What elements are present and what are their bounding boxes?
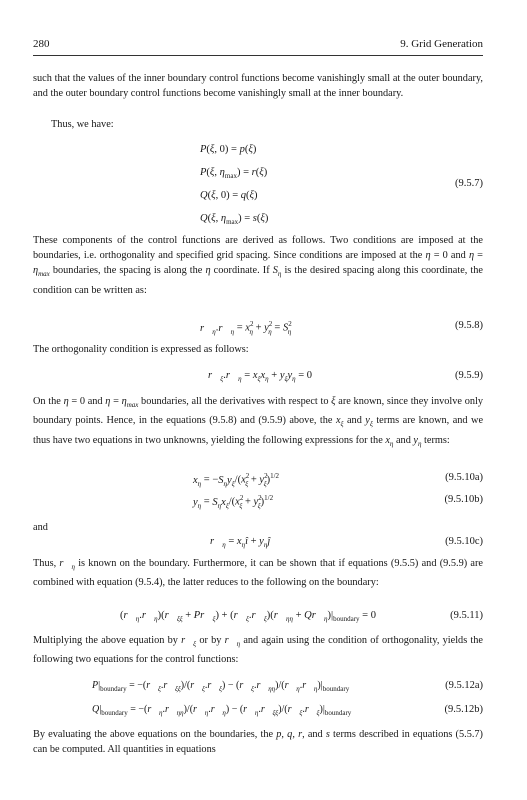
paragraph-control-functions: such that the values of the inner boundary control functions become vanishingly small at the outer boundary, and the outer boundary control functions become vanishingly small at the inner boundary. (33, 73, 483, 100)
equation-9-5-10b: $y_\eta = S_\eta x_\xi/(x^2_\xi + y^2_\xi)^{1/2}$ (193, 494, 274, 510)
paragraph-multiplying: Multiplying the above equation by $r⃗_\xi$ or by $r⃗_\eta$ and again using the condition of orthogonality, yields the following two equations for the control functions: (33, 635, 483, 666)
equation-number-9-5-8: (9.5.8) (455, 320, 483, 331)
paragraph-orthogonality: The orthogonality condition is expressed as follows: (33, 344, 249, 355)
equation-9-5-7-line-1: P(ξ, 0) = p(ξ) (200, 144, 257, 155)
page-number: 280 (33, 38, 50, 50)
paragraph-and: and (33, 522, 48, 533)
equation-9-5-7-line-4: Q(ξ, $\eta_{max}) = s(\xi)$ (200, 213, 269, 227)
equation-9-5-8: $r⃗_\eta.r⃗_\eta = x^2_\eta + y^2_\eta = S^2_\eta$ (200, 320, 292, 336)
chapter-title: 9. Grid Generation (400, 38, 483, 50)
running-header (33, 37, 483, 56)
equation-number-9-5-10a: (9.5.10a) (445, 472, 483, 483)
equation-9-5-12a: $P|_{boundary}$ = $-(r⃗_\xi.r⃗_{\xi\xi})/(r⃗_\xi.r⃗_\xi)$ − $(r⃗_\xi.r⃗_{\eta\eta})/(r⃗_\eta.r⃗_\eta)|_{boundary}$ (92, 680, 350, 693)
equation-9-5-9: $r⃗_\xi.r⃗_\eta = x_\xi x_\eta + y_\xi y_\eta = 0$ (208, 370, 313, 384)
equation-9-5-7-line-3: Q(ξ, 0) = q(ξ) (200, 190, 258, 201)
equation-number-9-5-9: (9.5.9) (455, 370, 483, 381)
paragraph-known-on-boundary: Thus, $r⃗_\eta$ is known on the boundary. Furthermore, it can be shown that if equations (9.5.5) and (9.5.9) are combined with equation (9.5.4), the latter reduces to the following on the boundary: (33, 558, 483, 589)
paragraph-evaluating: By evaluating the above equations on the boundaries, the p, q, r, and s terms described in equations (5.5.7) can be computed. All quantities in equations (33, 729, 483, 756)
equation-9-5-11: $(r⃗_\eta.r⃗_\eta)(r⃗_{\xi\xi}$ + $Pr⃗_\xi$) + $(r⃗_\xi.r⃗_\xi)(r⃗_{\eta\eta}$ + $Qr⃗_\eta)|_{boundary} = 0$ (120, 610, 376, 624)
paragraph-thus-we-have: Thus, we have: (51, 119, 114, 130)
equation-number-9-5-12a: (9.5.12a) (445, 680, 483, 691)
equation-9-5-12b: $Q|_{boundary}$ = $-(r⃗_\eta.r⃗_{\eta\eta})/(r⃗_\eta.r⃗_\eta)$ − $(r⃗_\eta.r⃗_{\xi\xi})/(r⃗_\xi.r⃗_\xi)|_{boundary}$ (92, 704, 352, 717)
paragraph-components: These components of the control functions are derived as follows. Two conditions are imposed at the boundaries, i.e. orthogonality and specified grid spacing. Since conditions are imposed at the η = 0 and $\eta = \eta_{max}$ boundaries, the spacing is along the η coordinate. If $S_\eta$ is the desired spacing along this coordinate, the condition can be written as: (33, 235, 483, 296)
equation-number-9-5-11: (9.5.11) (450, 610, 483, 621)
paragraph-derivatives: On the η = 0 and $\eta = \eta_{max}$ boundaries, all the derivatives with respect to ξ are known, since they involve only boundary points. Hence, in the equations (9.5.8) and (9.5.9) above, the $x_\xi$ and $y_\xi$ terms are known, and we thus have two equations in two unknowns, yielding the following expressions for the $x_\eta$ and $y_\eta$ terms: (33, 396, 484, 448)
equation-number-9-5-12b: (9.5.12b) (444, 704, 483, 715)
equation-number-9-5-10c: (9.5.10c) (445, 536, 483, 547)
equation-9-5-10a: $x_\eta = -S_\eta y_\xi/(x^2_\xi + y^2_\xi)^{1/2}$ (193, 472, 280, 488)
equation-number-9-5-10b: (9.5.10b) (444, 494, 483, 505)
equation-9-5-7-line-2: P(ξ, $\eta_{max}) = r(\xi)$ (200, 167, 268, 181)
equation-9-5-10c: $r⃗_\eta$ = $x_\eta î$ + $y_\eta ĵ$ (210, 536, 271, 550)
equation-number-9-5-7: (9.5.7) (455, 178, 483, 189)
